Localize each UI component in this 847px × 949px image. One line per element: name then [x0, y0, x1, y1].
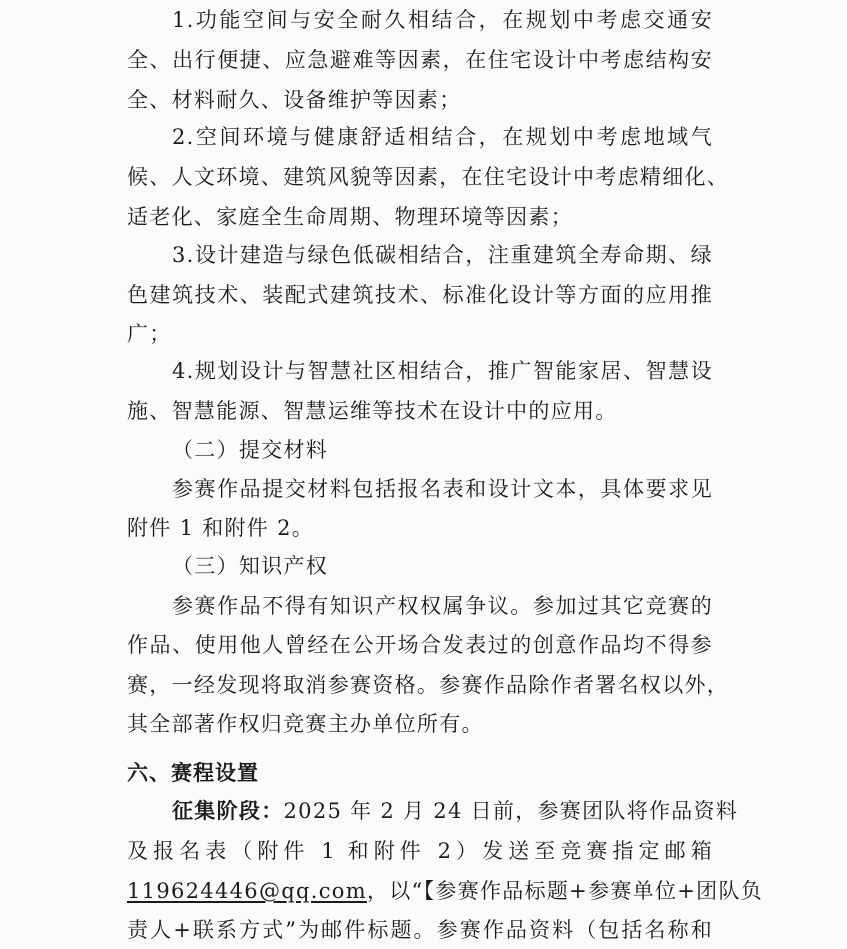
p4-line2: 施、智慧能源、智慧运维等技术在设计中的应用。: [127, 399, 618, 423]
p7-line2: 及报名表（附件 1 和附件 2）发送至竞赛指定邮箱: [127, 839, 713, 863]
contest-email-link[interactable]: 119624446@qq.com: [127, 879, 367, 903]
p2-line3: 适老化、家庭全生命周期、物理环境等因素；: [127, 205, 573, 229]
p1-line3: 全、材料耐久、设备维护等因素；: [127, 88, 462, 112]
p3-line2: 色建筑技术、装配式建筑技术、标准化设计等方面的应用推: [127, 283, 713, 307]
section-heading-schedule: 六、赛程设置: [127, 761, 259, 785]
p6-line2: 作品、使用他人曾经在公开场合发表过的创意作品均不得参: [127, 633, 713, 657]
p1-line1: 1.功能空间与安全耐久相结合，在规划中考虑交通安: [172, 8, 713, 32]
p7-line4: 责人+联系方式”为邮件标题。参赛作品资料（包括名称和: [127, 918, 713, 942]
stage-label: 征集阶段：: [172, 799, 284, 823]
p5-line2: 附件 1 和附件 2。: [127, 516, 315, 540]
p6-line4: 其全部著作权归竞赛主办单位所有。: [127, 712, 484, 736]
p6-line1: 参赛作品不得有知识产权权属争议。参加过其它竞赛的: [172, 594, 713, 618]
p1-line2: 全、出行便捷、应急避难等因素，在住宅设计中考虑结构安: [127, 48, 713, 72]
p3-line3: 广；: [127, 322, 172, 346]
p3-line1: 3.设计建造与绿色低碳相结合，注重建筑全寿命期、绿: [172, 243, 713, 267]
p6-line3: 赛，一经发现将取消参赛资格。参赛作品除作者署名权以外，: [127, 673, 730, 697]
p5-line1: 参赛作品提交材料包括报名表和设计文本，具体要求见: [172, 477, 713, 501]
p2-line1: 2.空间环境与健康舒适相结合，在规划中考虑地域气: [172, 125, 713, 149]
p7-line1: [172, 797, 739, 825]
subheading-intellectual-property: （三）知识产权: [172, 554, 329, 578]
p2-line2: 候、人文环境、建筑风貌等因素，在住宅设计中考虑精细化、: [127, 165, 730, 189]
subheading-submission-materials: （二）提交材料: [172, 438, 329, 462]
p7-line1-text: 2025 年 2 月 24 日前，参赛团队将作品资料: [283, 799, 739, 823]
p7-line3: [127, 877, 764, 905]
p4-line1: 4.规划设计与智慧社区相结合，推广智能家居、智慧设: [172, 359, 713, 383]
p7-line3-text: ，以“【参赛作品标题+参赛单位+团队负: [366, 879, 764, 903]
